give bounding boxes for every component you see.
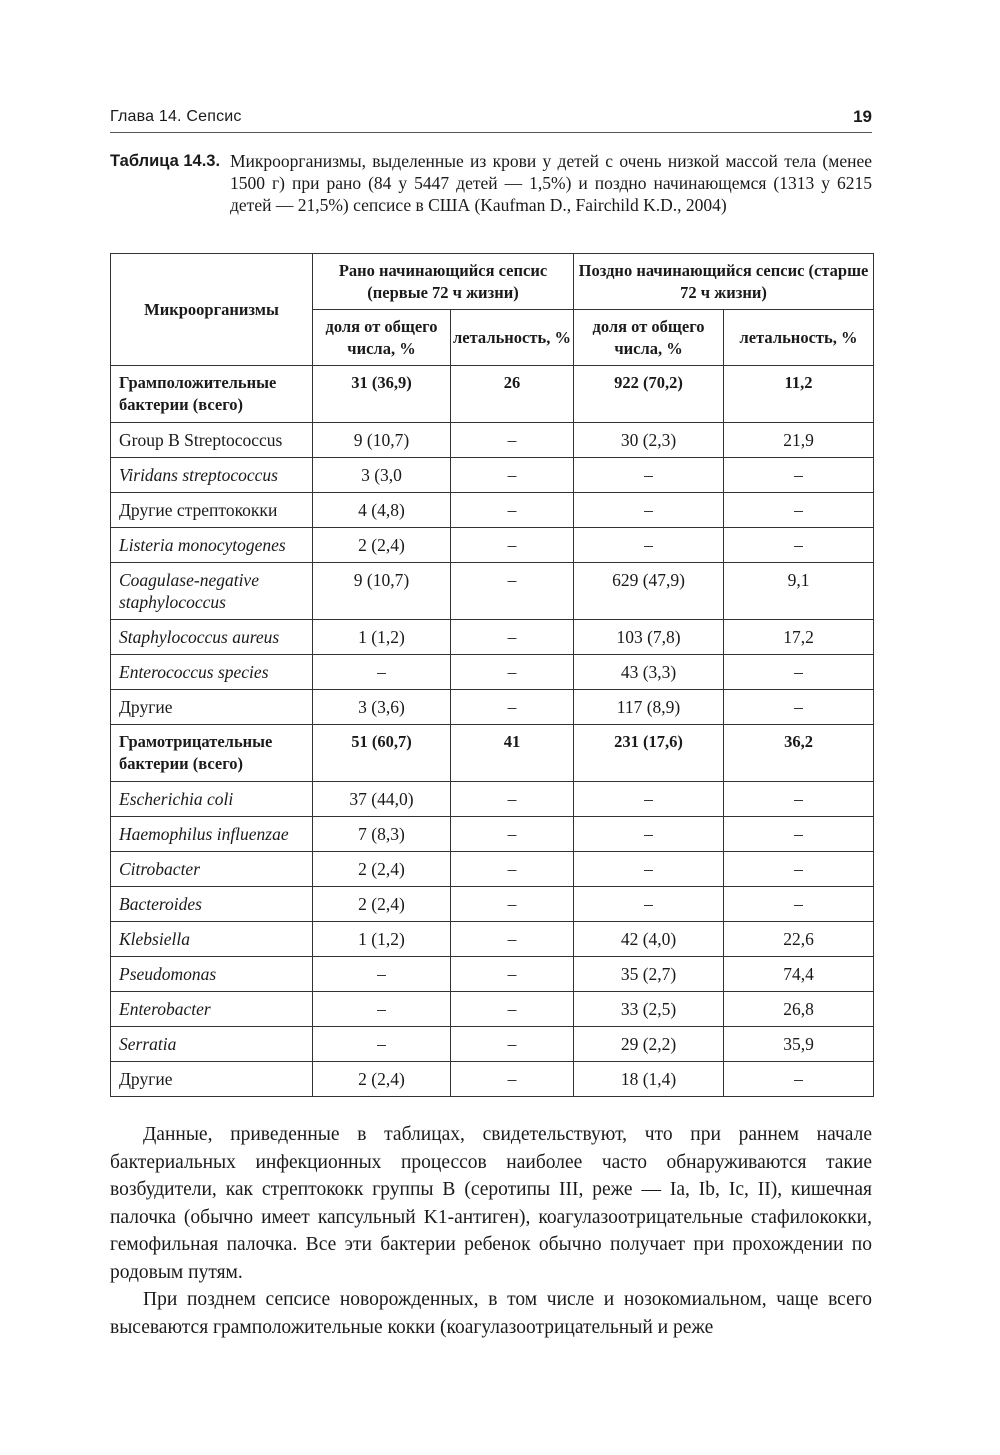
late-share-cell: 43 (3,3) xyxy=(574,655,724,690)
page-number: 19 xyxy=(853,107,872,126)
early-lethality-cell: – xyxy=(451,1027,574,1062)
late-share-cell: – xyxy=(574,817,724,852)
table-row xyxy=(111,563,874,620)
late-share-cell: – xyxy=(574,887,724,922)
microorganism-name: Другие xyxy=(111,1062,313,1097)
microorganism-name: Viridans streptococcus xyxy=(111,458,313,493)
late-lethality-cell: 9,1 xyxy=(724,563,874,620)
late-lethality-cell: – xyxy=(724,782,874,817)
col-group-early-sepsis: Рано начинающийся сепсис (первые 72 ч жизни) xyxy=(313,254,574,310)
late-lethality-cell: – xyxy=(724,458,874,493)
late-share-cell: – xyxy=(574,528,724,563)
table-row xyxy=(111,493,874,528)
microorganism-name: Грамположительные бактерии (всего) xyxy=(111,366,313,423)
microorganism-name: Другие стрептококки xyxy=(111,493,313,528)
microorganism-name: Citrobacter xyxy=(111,852,313,887)
late-lethality-cell: – xyxy=(724,528,874,563)
col-header-microorganisms: Микроорганизмы xyxy=(111,254,313,366)
table-row xyxy=(111,957,874,992)
early-lethality-cell: – xyxy=(451,423,574,458)
table-row xyxy=(111,655,874,690)
microorganism-name: Klebsiella xyxy=(111,922,313,957)
table-label: Таблица 14.3. xyxy=(110,152,221,170)
early-lethality-cell: – xyxy=(451,817,574,852)
early-share-cell: – xyxy=(313,957,451,992)
early-lethality-cell: 26 xyxy=(451,366,574,423)
table-body xyxy=(111,366,874,1097)
late-lethality-cell: 22,6 xyxy=(724,922,874,957)
late-lethality-cell: – xyxy=(724,887,874,922)
early-lethality-cell: – xyxy=(451,887,574,922)
early-lethality-cell: – xyxy=(451,655,574,690)
table-caption-text: Микроорганизмы, выделенные из крови у детей с очень низкой массой тела (менее 1500 г) при рано (84 у 5447 детей — 1,5%) и поздно начинающемся (1313 у 6215 детей — 21,5%) сепсисе в США (Kaufman D., Fairchild K.D., 2004) xyxy=(230,151,872,215)
table-row xyxy=(111,458,874,493)
early-share-cell: 9 (10,7) xyxy=(313,423,451,458)
late-share-cell: 629 (47,9) xyxy=(574,563,724,620)
early-share-cell: 2 (2,4) xyxy=(313,528,451,563)
microorganism-name: Haemophilus influenzae xyxy=(111,817,313,852)
late-share-cell: 922 (70,2) xyxy=(574,366,724,423)
early-share-cell: 4 (4,8) xyxy=(313,493,451,528)
early-lethality-cell: – xyxy=(451,957,574,992)
late-lethality-cell: – xyxy=(724,690,874,725)
early-lethality-cell: – xyxy=(451,1062,574,1097)
late-lethality-cell: 21,9 xyxy=(724,423,874,458)
early-lethality-cell: – xyxy=(451,563,574,620)
early-share-cell: – xyxy=(313,655,451,690)
table-row xyxy=(111,817,874,852)
early-share-cell: 7 (8,3) xyxy=(313,817,451,852)
early-share-cell: 51 (60,7) xyxy=(313,725,451,782)
early-share-cell: 3 (3,0 xyxy=(313,458,451,493)
table-row xyxy=(111,992,874,1027)
chapter-title: Глава 14. Сепсис xyxy=(110,108,242,125)
early-share-cell: 9 (10,7) xyxy=(313,563,451,620)
late-share-cell: 231 (17,6) xyxy=(574,725,724,782)
late-lethality-cell: 74,4 xyxy=(724,957,874,992)
col-header-early-lethality: летальность, % xyxy=(451,310,574,366)
late-lethality-cell: – xyxy=(724,852,874,887)
microorganism-name: Enterococcus species xyxy=(111,655,313,690)
early-share-cell: – xyxy=(313,1027,451,1062)
late-share-cell: 29 (2,2) xyxy=(574,1027,724,1062)
late-share-cell: 103 (7,8) xyxy=(574,620,724,655)
col-header-late-share: доля от общего числа, % xyxy=(574,310,724,366)
early-share-cell: 31 (36,9) xyxy=(313,366,451,423)
early-lethality-cell: – xyxy=(451,458,574,493)
late-share-cell: 42 (4,0) xyxy=(574,922,724,957)
microorganism-name: Listeria monocytogenes xyxy=(111,528,313,563)
microorganism-name: Enterobacter xyxy=(111,992,313,1027)
microorganism-name: Escherichia coli xyxy=(111,782,313,817)
late-share-cell: 33 (2,5) xyxy=(574,992,724,1027)
early-share-cell: 2 (2,4) xyxy=(313,887,451,922)
early-share-cell: – xyxy=(313,992,451,1027)
running-header xyxy=(110,106,872,133)
microorganism-name: Грамотрицательные бактерии (всего) xyxy=(111,725,313,782)
late-share-cell: – xyxy=(574,782,724,817)
table-row xyxy=(111,1062,874,1097)
early-share-cell: 1 (1,2) xyxy=(313,620,451,655)
early-lethality-cell: – xyxy=(451,782,574,817)
col-header-late-lethality: летальность, % xyxy=(724,310,874,366)
table-row xyxy=(111,1027,874,1062)
microorganism-name: Group B Streptococcus xyxy=(111,423,313,458)
late-lethality-cell: – xyxy=(724,493,874,528)
table-row xyxy=(111,725,874,782)
microorganism-name: Bacteroides xyxy=(111,887,313,922)
table-caption xyxy=(110,150,872,216)
early-share-cell: 1 (1,2) xyxy=(313,922,451,957)
early-share-cell: 2 (2,4) xyxy=(313,1062,451,1097)
late-share-cell: 18 (1,4) xyxy=(574,1062,724,1097)
late-lethality-cell: 26,8 xyxy=(724,992,874,1027)
early-lethality-cell: – xyxy=(451,992,574,1027)
table-row xyxy=(111,887,874,922)
early-lethality-cell: – xyxy=(451,690,574,725)
late-share-cell: – xyxy=(574,493,724,528)
early-share-cell: 37 (44,0) xyxy=(313,782,451,817)
microorganisms-table xyxy=(110,253,874,1097)
early-share-cell: 3 (3,6) xyxy=(313,690,451,725)
early-lethality-cell: – xyxy=(451,528,574,563)
late-share-cell: – xyxy=(574,852,724,887)
late-lethality-cell: – xyxy=(724,1062,874,1097)
microorganism-name: Staphylococcus aureus xyxy=(111,620,313,655)
microorganism-name: Serratia xyxy=(111,1027,313,1062)
late-lethality-cell: 35,9 xyxy=(724,1027,874,1062)
col-group-late-sepsis: Поздно начинающийся сепсис (старше 72 ч жизни) xyxy=(574,254,874,310)
late-lethality-cell: 11,2 xyxy=(724,366,874,423)
table-row xyxy=(111,423,874,458)
late-share-cell: 35 (2,7) xyxy=(574,957,724,992)
late-share-cell: 30 (2,3) xyxy=(574,423,724,458)
table-row xyxy=(111,852,874,887)
paragraph: Данные, приведенные в таблицах, свидетельствуют, что при раннем начале бактериальных инфекционных процессов наиболее часто обнаруживаются такие возбудители, как стрептококк группы В (серотипы III, реже — Ia, Ib, Ic, II), кишечная палочка (обычно имеет капсульный K1-антиген), коагулазоотрицательные стафилококки, гемофильная палочка. Все эти бактерии ребенок обычно получает при прохождении по родовым путям. xyxy=(110,1124,872,1283)
late-lethality-cell: 17,2 xyxy=(724,620,874,655)
table-row xyxy=(111,922,874,957)
body-text xyxy=(110,1121,872,1341)
late-lethality-cell: 36,2 xyxy=(724,725,874,782)
table-row xyxy=(111,782,874,817)
early-lethality-cell: – xyxy=(451,493,574,528)
early-lethality-cell: – xyxy=(451,852,574,887)
late-lethality-cell: – xyxy=(724,817,874,852)
early-share-cell: 2 (2,4) xyxy=(313,852,451,887)
table-row xyxy=(111,366,874,423)
early-lethality-cell: – xyxy=(451,922,574,957)
early-lethality-cell: 41 xyxy=(451,725,574,782)
col-header-early-share: доля от общего числа, % xyxy=(313,310,451,366)
table-row xyxy=(111,528,874,563)
table-row xyxy=(111,690,874,725)
late-share-cell: 117 (8,9) xyxy=(574,690,724,725)
microorganism-name: Coagulase-negative staphylococcus xyxy=(111,563,313,620)
microorganism-name: Другие xyxy=(111,690,313,725)
late-lethality-cell: – xyxy=(724,655,874,690)
late-share-cell: – xyxy=(574,458,724,493)
early-lethality-cell: – xyxy=(451,620,574,655)
microorganism-name: Pseudomonas xyxy=(111,957,313,992)
paragraph: При позднем сепсисе новорожденных, в том числе и нозокомиальном, чаще всего высеваются грамположительные кокки (коагулазоотрицательный и реже xyxy=(110,1289,872,1338)
table-row xyxy=(111,620,874,655)
